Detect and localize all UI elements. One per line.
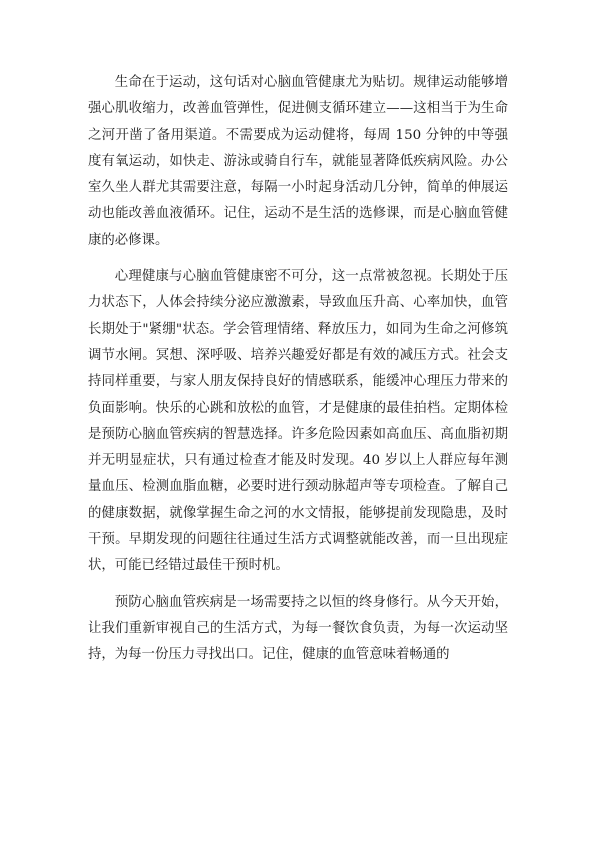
paragraph-lifelong-practice: 预防心脑血管疾病是一场需要持之以恒的终身修行。从今天开始，让我们重新审视自己的生活方式，为每一餐饮食负责，为每一次运动坚持，为每一份压力寻找出口。记住，健康的血管意味着畅通的: [88, 594, 508, 663]
paragraph-mental-health: 心理健康与心脑血管健康密不可分，这一点常被忽视。长期处于压力状态下，人体会持续分泌应激激素，导致血压升高、心率加快，血管长期处于"紧绷"状态。学会管理情绪、释放压力，如同为生命之河修筑调节水闸。冥想、深呼吸、培养兴趣爱好都是有效的减压方式。社会支持同样重要，与家人朋友保持良好的情感联系，能缓冲心理压力带来的负面影响。快乐的心跳和放松的血管，才是健康的最佳拍档。定期体检是预防心脑血管疾病的智慧选择。许多危险因素如高血压、高血脂初期并无明显症状，只有通过检查才能及时发现。40 岁以上人群应每年测量血压、检测血脂血糖，必要时进行颈动脉超声等专项检查。了解自己的健康数据，就像掌握生命之河的水文情报，能够提前发现隐患，及时干预。早期发现的问题往往通过生活方式调整就能改善，而一旦出现症状，可能已经错过最佳干预时机。: [88, 269, 508, 574]
body-text: [88, 70, 508, 669]
paragraph-exercise: 生命在于运动，这句话对心脑血管健康尤为贴切。规律运动能够增强心肌收缩力，改善血管弹性，促进侧支循环建立——这相当于为生命之河开凿了备用渠道。不需要成为运动健将，每周 150 分钟的中等强度有氧运动，如快走、游泳或骑自行车，就能显著降低疾病风险。办公室久坐人群尤其需要注意，每隔一小时起身活动几分钟，简单的伸展运动也能改善血液循环。记住，运动不是生活的选修课，而是心脑血管健康的必修课。: [88, 75, 508, 248]
